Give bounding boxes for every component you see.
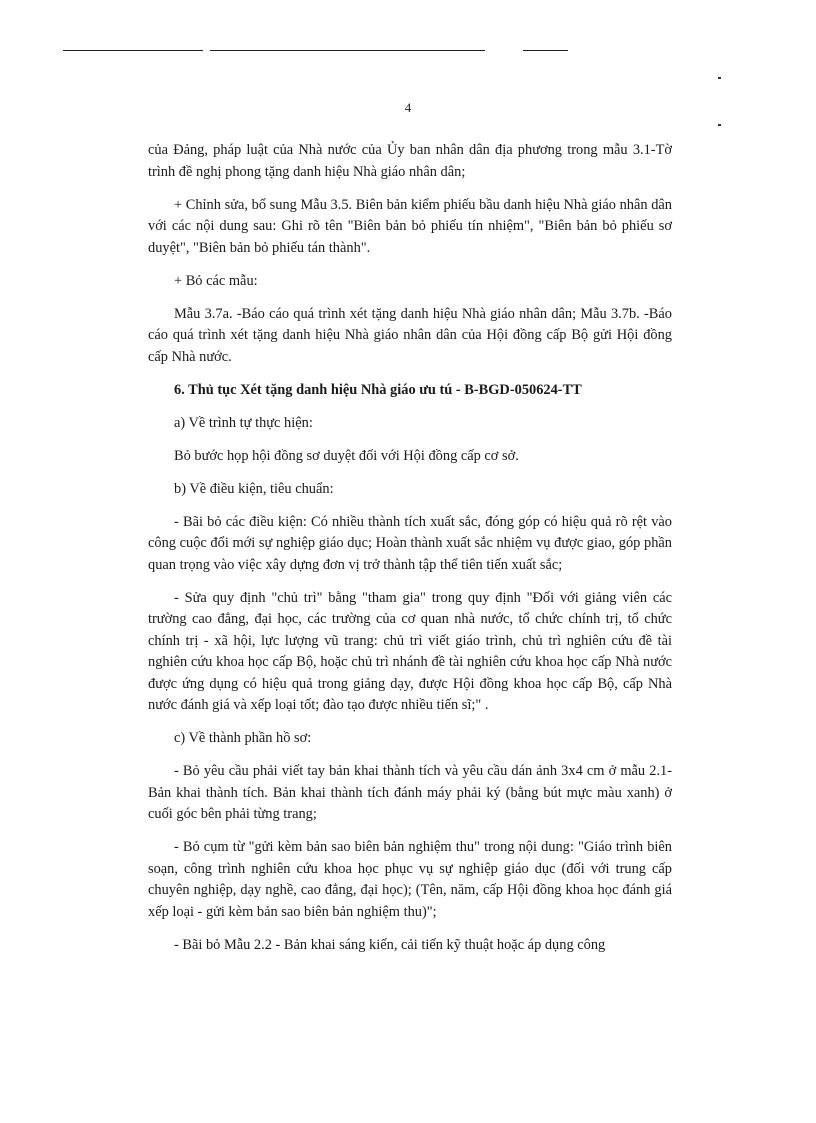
paragraph: c) Về thành phần hồ sơ: bbox=[174, 730, 312, 746]
section-heading: 6. Thủ tục Xét tặng danh hiệu Nhà giáo ưu tú - B-BGD-050624-TT bbox=[174, 381, 582, 398]
document-body bbox=[148, 140, 672, 968]
paragraph: b) Về điều kiện, tiêu chuẩn: bbox=[174, 480, 334, 497]
paragraph: - Bỏ yêu cầu phải viết tay bản khai thành tích và yêu cầu dán ảnh 3x4 cm ở mẫu 2.1- Bản khai thành tích. Bản khai thành tích đánh máy phải ký (bằng bút mực màu xanh) ở cuối góc bên phải từng trang; bbox=[148, 763, 672, 822]
header-rule-segment bbox=[523, 50, 568, 51]
scan-mark bbox=[718, 77, 721, 79]
page-number: 4 bbox=[404, 100, 412, 115]
paragraph: - Bãi bỏ Mẫu 2.2 - Bản khai sáng kiến, cải tiến kỹ thuật hoặc áp dụng công bbox=[174, 936, 606, 953]
paragraph: + Chỉnh sửa, bổ sung Mẫu 3.5. Biên bản kiểm phiếu bầu danh hiệu Nhà giáo nhân dân với các nội dung sau: Ghi rõ tên "Biên bản bỏ phiếu tín nhiệm", "Biên bản bỏ phiếu sơ duyệt", "Biên bản bỏ phiếu tán thành". bbox=[148, 196, 672, 256]
paragraph: Bỏ bước họp hội đồng sơ duyệt đối với Hội đồng cấp cơ sở. bbox=[174, 447, 519, 464]
paragraph: + Bỏ các mẫu: bbox=[174, 272, 258, 289]
scan-mark bbox=[718, 124, 721, 126]
header-rule-segment bbox=[210, 50, 485, 51]
paragraph: của Đảng, pháp luật của Nhà nước của Ủy ban nhân dân địa phương trong mẫu 3.1-Tờ trình đề nghị phong tặng danh hiệu Nhà giáo nhân dân; bbox=[148, 142, 672, 180]
paragraph: a) Về trình tự thực hiện: bbox=[174, 414, 313, 431]
paragraph: - Sửa quy định "chủ trì" bằng "tham gia" trong quy định "Đối với giảng viên các trường cao đẳng, đại học, các trường của cơ quan nhà nước, tổ chức chính trị, tổ chức chính trị - xã hội, lực lượng vũ trang: chủ trì viết giáo trình, chủ trì nghiên cứu đề tài nghiên cứu khoa học cấp Bộ, hoặc chủ trì nhánh đề tài nghiên cứu khoa học cấp Nhà nước được ứng dụng có hiệu quả trong giảng dạy, được Hội đồng khoa học cấp Bộ, cấp Nhà nước đánh giá và xếp loại tốt; đào tạo được nhiều tiến sĩ;" . bbox=[148, 589, 672, 713]
paragraph: - Bãi bỏ các điều kiện: Có nhiều thành tích xuất sắc, đóng góp có hiệu quả rõ rệt vào công cuộc đổi mới sự nghiệp giáo dục; Hoàn thành xuất sắc nhiệm vụ được giao, góp phần quan trọng vào việc xây dựng đơn vị trở thành tập thể tiên tiến xuất sắc; bbox=[148, 513, 672, 573]
paragraph: - Bỏ cụm từ "gửi kèm bản sao biên bản nghiệm thu" trong nội dung: "Giáo trình biên soạn, công trình nghiên cứu khoa học phục vụ sự nghiệp giáo dục (đối với trung cấp chuyên nghiệp, dạy nghề, cao đẳng, đại học); (Tên, năm, cấp Hội đồng khoa học đánh giá xếp loại - gửi kèm bản sao biên bản nghiệm thu)"; bbox=[148, 839, 672, 920]
header-rule-segment bbox=[63, 50, 203, 51]
paragraph: Mẫu 3.7a. -Báo cáo quá trình xét tặng danh hiệu Nhà giáo nhân dân; Mẫu 3.7b. -Báo cáo quá trình xét tặng danh hiệu Nhà giáo nhân dân của Hội đồng cấp Bộ gửi Hội đồng cấp Nhà nước. bbox=[148, 305, 672, 365]
